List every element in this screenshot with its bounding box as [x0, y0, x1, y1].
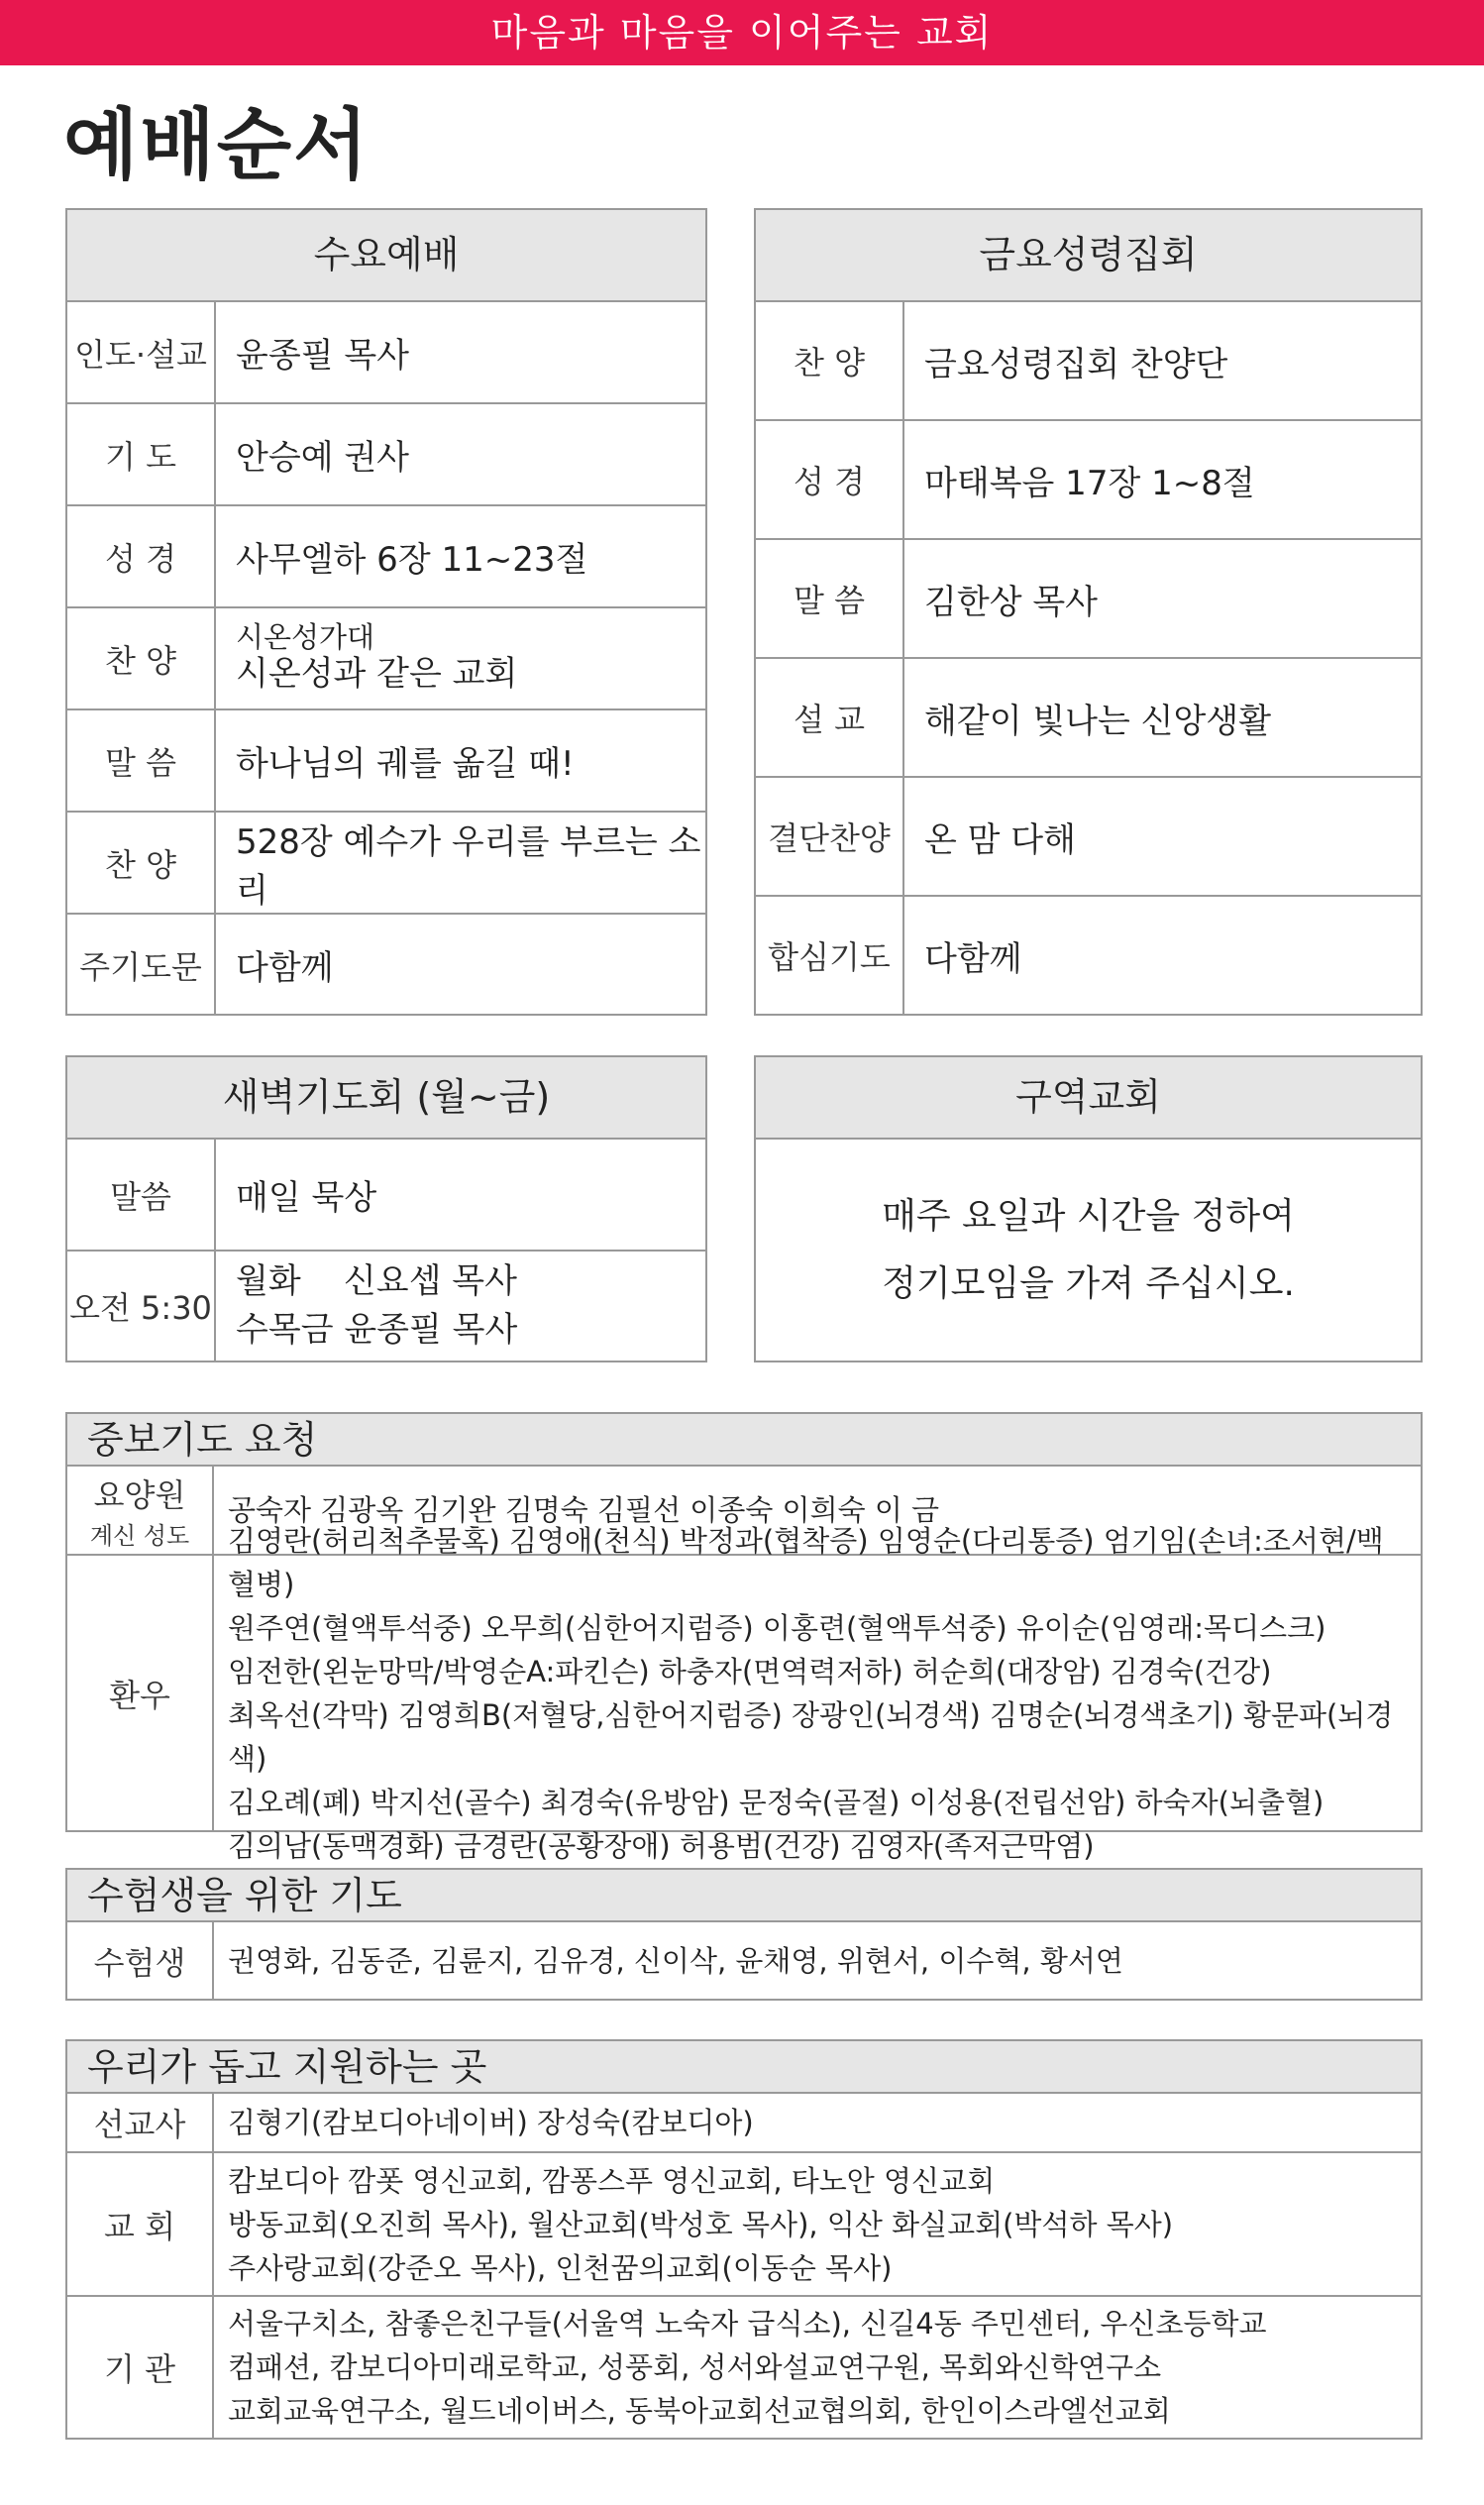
- row-label: 환우: [67, 1556, 214, 1830]
- wednesday-row: [67, 506, 705, 608]
- support-section: [65, 2039, 1423, 2440]
- row-label: 말 씀: [756, 540, 904, 657]
- text-line: 공숙자 김광옥 김기완 김명숙 김필선 이종숙 이희숙 이 금: [228, 1493, 940, 1527]
- students-section: [65, 1868, 1423, 2001]
- row-label-sub: 계신 성도: [89, 1521, 190, 1550]
- row-value: [214, 1922, 1421, 1999]
- row-label: 인도·설교: [67, 302, 216, 402]
- row-label: 찬 양: [756, 302, 904, 419]
- wednesday-row: [67, 710, 705, 813]
- text-line: 김오례(폐) 박지선(골수) 최경숙(유방암) 문정숙(골절) 이성용(전립선암) 하숙자(뇌출혈): [228, 1785, 1325, 1819]
- district-line: 매주 요일과 시간을 정하여: [882, 1195, 1295, 1237]
- wednesday-row: [67, 915, 705, 1015]
- row-value: 하나님의 궤를 옮길 때!: [236, 744, 575, 784]
- row-label: 결단찬양: [756, 778, 904, 895]
- dawn-line: 수목금 윤종필 목사: [236, 1310, 518, 1350]
- page-title: 예배순서: [63, 101, 371, 190]
- row-label: 설 교: [756, 659, 904, 776]
- friday-row: [756, 540, 1421, 659]
- text-line: 원주연(혈액투석중) 오무희(심한어지럼증) 이홍련(혈액투석중) 유이순(임영래:목디스크): [228, 1610, 1326, 1645]
- row-value: [214, 1523, 1421, 1863]
- text-line: 교회교육연구소, 월드네이버스, 동북아교회선교협의회, 한인이스라엘선교회: [228, 2394, 1171, 2428]
- row-label: 기 관: [67, 2297, 214, 2438]
- row-value: 금요성령집회 찬양단: [924, 344, 1228, 384]
- friday-box: [754, 208, 1423, 1016]
- row-label: 성 경: [67, 506, 216, 606]
- support-row: [67, 2094, 1421, 2153]
- support-row: [67, 2297, 1421, 2438]
- text-line: 주사랑교회(강준오 목사), 인천꿈의교회(이동순 목사): [228, 2250, 893, 2285]
- row-value: [214, 2153, 1421, 2295]
- students-row: [67, 1922, 1421, 1999]
- row-label: 기 도: [67, 404, 216, 504]
- row-value: 다함께: [236, 948, 334, 988]
- support-title: 우리가 돕고 지원하는 곳: [67, 2041, 1421, 2094]
- district-title: 구역교회: [756, 1057, 1421, 1140]
- row-label: 주기도문: [67, 915, 216, 1015]
- friday-row: [756, 659, 1421, 778]
- row-label: 찬 양: [67, 813, 216, 913]
- row-label: 교 회: [67, 2153, 214, 2295]
- dawn-row: [67, 1140, 705, 1252]
- row-label: 찬 양: [67, 608, 216, 708]
- row-value: [214, 2297, 1421, 2438]
- row-value: 안승예 권사: [236, 438, 410, 478]
- row-value: 사무엘하 6장 11~23절: [236, 540, 588, 580]
- text-line: 컴패션, 캄보디아미래로학교, 성풍회, 성서와설교연구원, 목회와신학연구소: [228, 2350, 1162, 2384]
- text-line: 임전한(왼눈망막/박영순A:파킨슨) 하충자(면역력저하) 허순희(대장암) 김경숙(건강): [228, 1654, 1272, 1688]
- row-main: 시온성과 같은 교회: [236, 654, 518, 695]
- row-value: 윤종필 목사: [236, 336, 410, 376]
- text-line: 방동교회(오진희 목사), 월산교회(박성호 목사), 익산 화실교회(박석하 목사): [228, 2207, 1174, 2241]
- row-value: 온 맘 다해: [924, 819, 1076, 860]
- row-value: [216, 1252, 705, 1361]
- text-line: 김영란(허리척추물혹) 김영애(천식) 박정과(협착증) 임영순(다리통증) 엄기임(손녀:조서현/백혈병): [228, 1523, 1384, 1601]
- wednesday-title: 수요예배: [67, 210, 705, 302]
- row-value: [216, 608, 705, 708]
- dawn-row: [67, 1252, 705, 1361]
- banner: 마음과 마음을 이어주는 교회: [0, 0, 1484, 65]
- row-label: 말 씀: [67, 710, 216, 811]
- row-label-main: 요양원: [93, 1475, 186, 1514]
- row-label: 성 경: [756, 421, 904, 538]
- row-value: [214, 2094, 1421, 2151]
- prayer-section: [65, 1412, 1423, 1863]
- row-label: 오전 5:30: [67, 1252, 216, 1361]
- text-line: 서울구치소, 참좋은친구들(서울역 노숙자 급식소), 신길4동 주민센터, 우신초등학교: [228, 2307, 1267, 2341]
- support-row: [67, 2153, 1421, 2297]
- row-value: 마태복음 17장 1~8절: [924, 463, 1255, 503]
- row-label: 선교사: [67, 2094, 214, 2151]
- row-value: 다함께: [924, 938, 1022, 979]
- friday-title: 금요성령집회: [756, 210, 1421, 302]
- dawn-box: [65, 1055, 707, 1362]
- district-text: [756, 1140, 1421, 1361]
- prayer-title: 중보기도 요청: [67, 1414, 1421, 1467]
- friday-row: [756, 778, 1421, 897]
- dawn-title: 새벽기도회 (월~금): [67, 1057, 705, 1140]
- row-value: 김한상 목사: [924, 582, 1099, 622]
- wednesday-box: [65, 208, 707, 1016]
- students-title: 수험생을 위한 기도: [67, 1870, 1421, 1922]
- text-line: 김형기(캄보디아네이버) 장성숙(캄보디아): [228, 2106, 754, 2139]
- row-label: [67, 1467, 214, 1554]
- row-label: 합심기도: [756, 897, 904, 1014]
- text-line: 권영화, 김동준, 김륜지, 김유경, 신이삭, 윤채영, 위현서, 이수혁, 황서연: [228, 1943, 1123, 1978]
- wednesday-row: [67, 404, 705, 506]
- text-line: 최옥선(각막) 김영희B(저혈당,심한어지럼증) 장광인(뇌경색) 김명순(뇌경색초기) 황문파(뇌경색): [228, 1697, 1394, 1776]
- district-box: [754, 1055, 1423, 1362]
- row-value: 해같이 빛나는 신앙생활: [924, 701, 1272, 741]
- row-value: 528장 예수가 우리를 부르는 소리: [236, 821, 701, 911]
- row-label: 수험생: [67, 1922, 214, 1999]
- row-label: 말씀: [67, 1140, 216, 1250]
- friday-row: [756, 302, 1421, 421]
- wednesday-row: [67, 813, 705, 915]
- district-line: 정기모임을 가져 주십시오.: [882, 1262, 1295, 1304]
- friday-row: [756, 421, 1421, 540]
- text-line: 김의남(동맥경화) 금경란(공황장애) 허용범(건강) 김영자(족저근막염): [228, 1828, 1095, 1863]
- dawn-line: 월화 신요셉 목사: [236, 1260, 517, 1301]
- friday-row: [756, 897, 1421, 1014]
- row-sub: 시온성가대: [236, 620, 375, 655]
- row-value: 매일 묵상: [236, 1178, 377, 1218]
- text-line: 캄보디아 깜폿 영신교회, 깜퐁스푸 영신교회, 타노안 영신교회: [228, 2163, 996, 2198]
- wednesday-row: [67, 608, 705, 710]
- wednesday-row: [67, 302, 705, 404]
